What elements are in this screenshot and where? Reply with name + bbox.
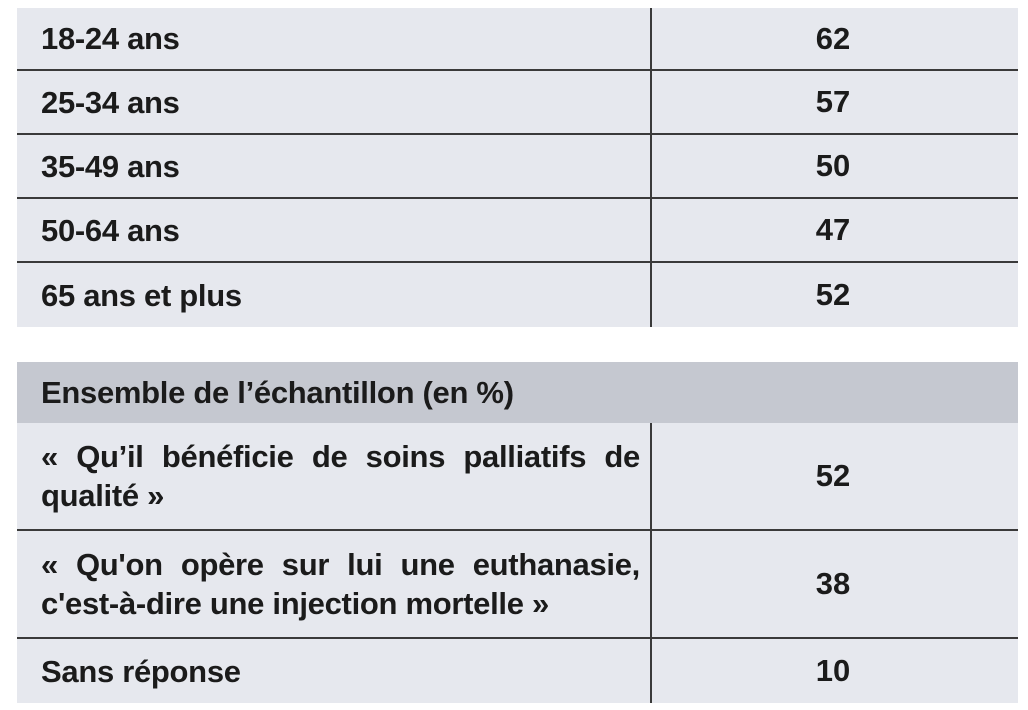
table-body <box>17 423 1018 703</box>
sample-table <box>17 362 1018 703</box>
answer-label <box>17 531 652 637</box>
percentage-value: 38 <box>815 566 851 601</box>
percentage-value: 62 <box>815 20 851 56</box>
table-row <box>17 531 1018 639</box>
answer-text: « Qu'on opère sur lui une euthanasie, c'est-à-dire une injection mortelle » <box>41 547 640 621</box>
percentage-value: 52 <box>815 458 851 493</box>
answer-text: « Qu’il bénéficie de soins palliatifs de qualité » <box>41 439 640 513</box>
age-group-label: 65 ans et plus <box>17 263 652 327</box>
age-group-label: 50-64 ans <box>17 199 652 261</box>
table-header: Ensemble de l’échantillon (en %) <box>17 362 1018 423</box>
table-row <box>17 135 1018 199</box>
table-row <box>17 8 1018 71</box>
age-group-table <box>17 8 1018 327</box>
percentage-value: 57 <box>815 84 851 119</box>
percentage-value: 47 <box>815 212 851 247</box>
table-row <box>17 71 1018 135</box>
answer-label: Sans réponse <box>17 639 652 703</box>
percentage-value: 10 <box>815 653 851 688</box>
percentage-value: 52 <box>815 277 851 312</box>
table-row <box>17 423 1018 531</box>
percentage-value: 50 <box>815 148 851 183</box>
answer-label <box>17 423 652 529</box>
age-group-label: 25-34 ans <box>17 71 652 133</box>
table-row <box>17 639 1018 703</box>
table-row <box>17 263 1018 327</box>
age-group-label: 35-49 ans <box>17 135 652 197</box>
table-row <box>17 199 1018 263</box>
age-group-label: 18-24 ans <box>17 8 652 69</box>
